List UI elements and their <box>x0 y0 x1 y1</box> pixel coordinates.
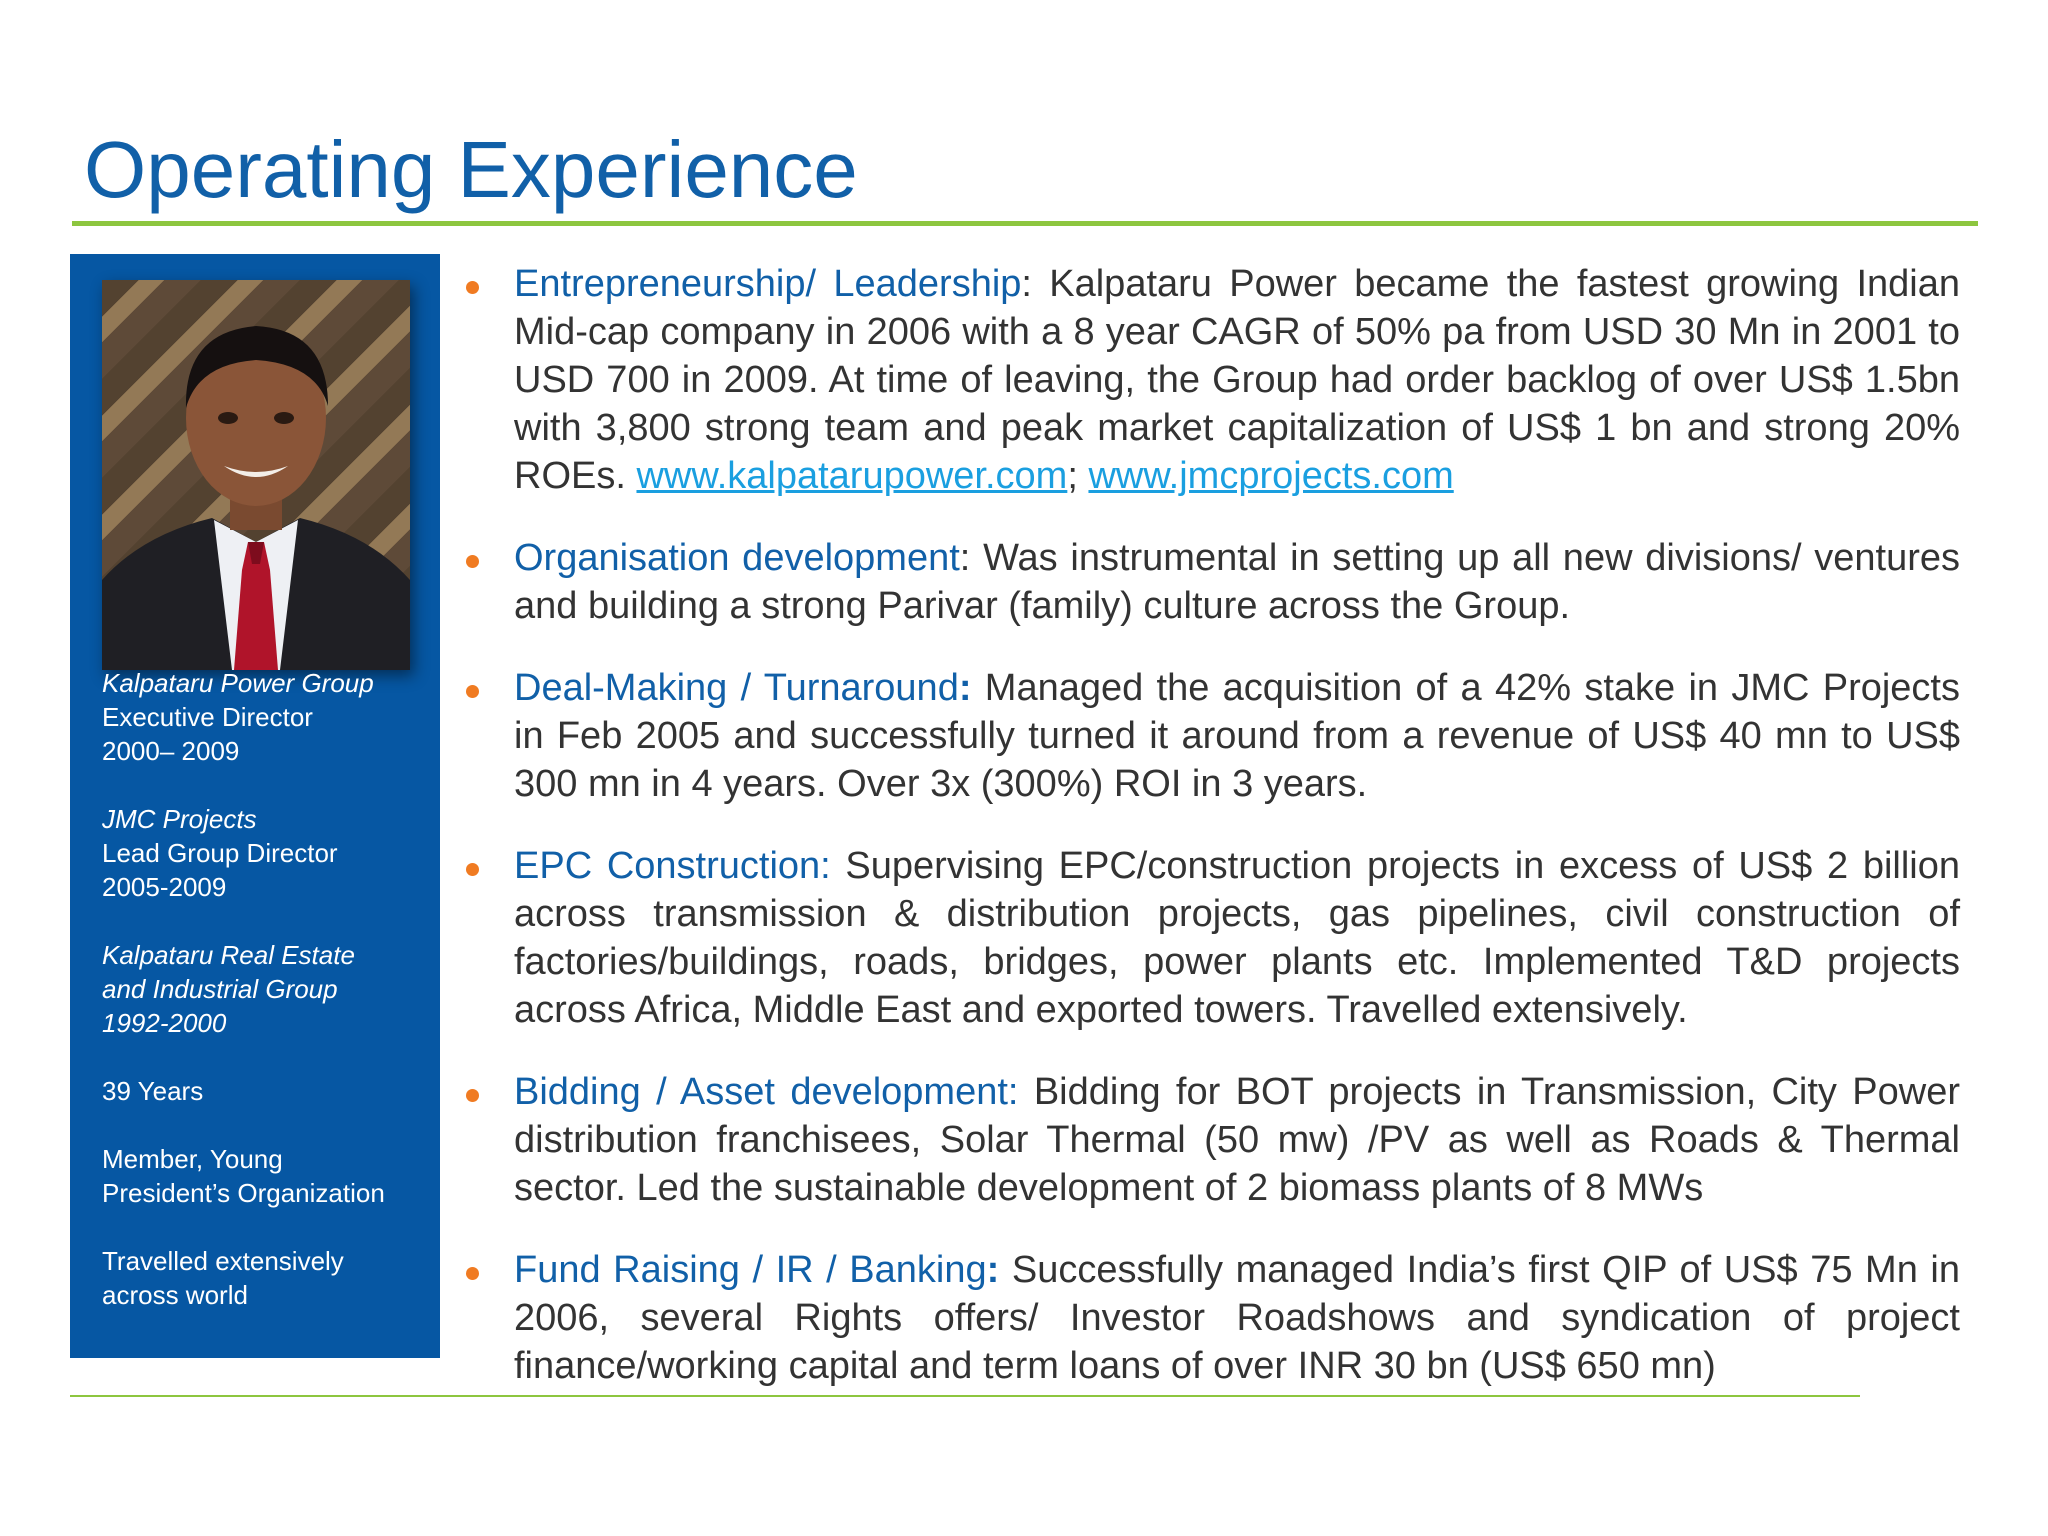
profile-block-ypo <box>102 1142 432 1210</box>
bullet-heading: Organisation development <box>514 537 960 579</box>
profile-years: 2000– 2009 <box>102 736 240 766</box>
bottom-divider <box>70 1395 1860 1397</box>
bullet-separator: : <box>958 667 972 709</box>
bullet-separator: : <box>959 537 971 579</box>
bullet-deal-making <box>462 664 1960 808</box>
profile-role: Executive Director <box>102 702 313 732</box>
bullet-dot-icon <box>466 1089 479 1102</box>
bullet-heading: EPC Construction: <box>514 845 831 887</box>
profile-block-kalpataru-real-estate <box>102 938 432 1040</box>
profile-role: Lead Group Director <box>102 838 338 868</box>
profile-org: and Industrial Group <box>102 974 338 1004</box>
experience-list <box>462 260 1960 1424</box>
bullet-entrepreneurship <box>462 260 1960 500</box>
bullet-organisation <box>462 534 1960 630</box>
profile-travel: Travelled extensively <box>102 1246 344 1276</box>
profile-age: 39 Years <box>102 1076 204 1106</box>
profile-travel: across world <box>102 1280 248 1310</box>
profile-block-kalpataru-power <box>102 666 432 768</box>
bullet-heading: Bidding / Asset development: <box>514 1071 1019 1113</box>
bullet-heading: Deal-Making / Turnaround <box>514 667 959 709</box>
profile-org: Kalpataru Power Group <box>102 668 374 698</box>
bullet-dot-icon <box>466 1267 479 1280</box>
profile-sidebar <box>70 254 440 1358</box>
bullet-text: Successfully managed India’s first QIP of US$ 75 Mn in 2006, several Rights offers/ Investor Roadshows and syndication of project finance/working capital and term loans of over INR 30 bn (US$ 650 mn) <box>514 1249 1960 1387</box>
profile-block-jmc <box>102 802 432 904</box>
bullet-dot-icon <box>466 281 479 294</box>
bullet-epc <box>462 842 1960 1034</box>
profile-block-age <box>102 1074 432 1108</box>
profile-membership: Member, Young <box>102 1144 283 1174</box>
bullet-text: Bidding for BOT projects in Transmission, City Power distribution franchisees, Solar Thermal (50 mw) /PV as well as Roads & Thermal sector. Led the sustainable development of 2 biomass plants of 8 MWs <box>514 1071 1960 1209</box>
profile-org: JMC Projects <box>102 804 257 834</box>
kalpataru-link[interactable]: www.kalpatarupower.com <box>636 455 1068 497</box>
bullet-bidding <box>462 1068 1960 1212</box>
bullet-text: Managed the acquisition of a 42% stake in JMC Projects in Feb 2005 and successfully turned it around from a revenue of US$ 40 mn to US$ 300 mn in 4 years. Over 3x (300%) ROI in 3 years. <box>514 667 1960 805</box>
profile-years: 2005-2009 <box>102 872 227 902</box>
title-divider <box>72 221 1978 226</box>
bullet-separator: : <box>1021 263 1032 305</box>
bullet-fund-raising <box>462 1246 1960 1390</box>
profile-block-travel <box>102 1244 432 1312</box>
bullet-text: Kalpataru Power became the fastest growing Indian Mid-cap company in 2006 with a 8 year CAGR of 50% pa from USD 30 Mn in 2001 to USD 700 in 2009. At time of leaving, the Group had order backlog of over US$ 1.5bn with 3,800 strong team and peak market capitalization of US$ 1 bn and strong 20% ROEs. <box>514 263 1960 497</box>
bullet-text: Supervising EPC/construction projects in excess of US$ 2 billion across transmission & distribution projects, gas pipelines, civil construction of factories/buildings, roads, bridges, power plants etc. Implemented T&D projects across Africa, Middle East and exported towers. Travelled extensively. <box>514 845 1960 1031</box>
jmc-link[interactable]: www.jmcprojects.com <box>1088 455 1454 497</box>
bullet-dot-icon <box>466 555 479 568</box>
profile-years: 1992-2000 <box>102 1008 227 1038</box>
bullet-heading: Fund Raising / IR / Banking <box>514 1249 987 1291</box>
link-separator: ; <box>1067 455 1078 497</box>
profile-details <box>102 666 432 1346</box>
bullet-dot-icon <box>466 863 479 876</box>
bullet-dot-icon <box>466 685 479 698</box>
profile-org: Kalpataru Real Estate <box>102 940 355 970</box>
portrait-icon <box>102 280 410 670</box>
slide-title: Operating Experience <box>84 125 858 214</box>
bullet-heading: Entrepreneurship/ Leadership <box>514 263 1022 305</box>
portrait-photo <box>102 280 410 670</box>
profile-membership: President’s Organization <box>102 1178 385 1208</box>
bullet-separator: : <box>986 1249 1000 1291</box>
bullet-text: Was instrumental in setting up all new divisions/ ventures and building a strong Parivar (family) culture across the Group. <box>514 537 1960 627</box>
